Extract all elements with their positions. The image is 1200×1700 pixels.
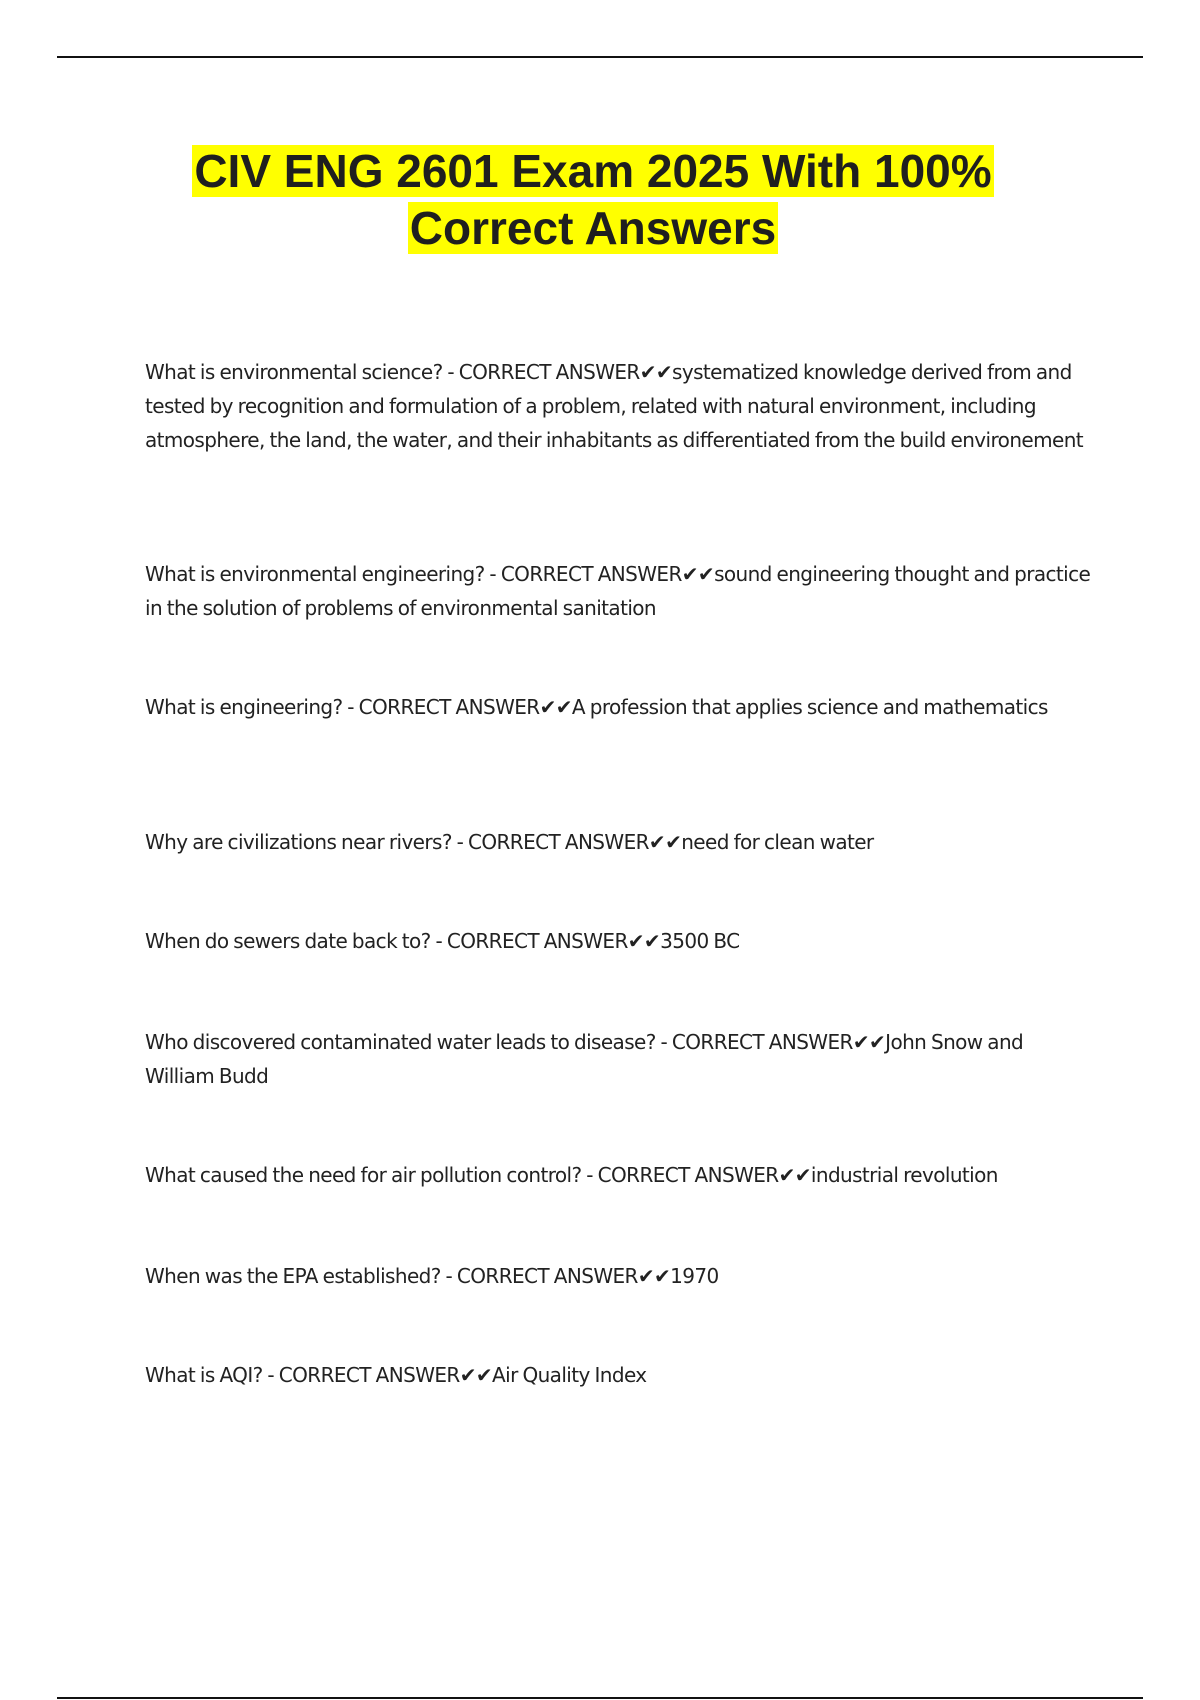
question-text: What is engineering? (145, 695, 343, 719)
answer-text: John Snow and William Budd (145, 1030, 1024, 1088)
answer-marker: CORRECT ANSWER✔✔ (458, 360, 673, 384)
top-rule (57, 56, 1143, 58)
answer-marker: CORRECT ANSWER✔✔ (671, 1030, 886, 1054)
qa-item (145, 1259, 1095, 1293)
title-line-1: CIV ENG 2601 Exam 2025 With 100% (194, 145, 992, 197)
separator: - (262, 1363, 279, 1387)
separator: - (430, 929, 447, 953)
separator: - (440, 1264, 457, 1288)
bottom-rule (57, 1697, 1143, 1699)
separator: - (342, 695, 359, 719)
answer-text: 1970 (670, 1264, 719, 1288)
answer-marker: CORRECT ANSWER✔✔ (278, 1363, 493, 1387)
question-text: When do sewers date back to? (145, 929, 431, 953)
separator: - (451, 830, 468, 854)
qa-item (145, 355, 1095, 457)
answer-marker: CORRECT ANSWER✔✔ (358, 695, 572, 719)
question-text: What is environmental science? (145, 360, 443, 384)
qa-item (145, 825, 1095, 859)
qa-item (145, 924, 1095, 958)
answer-text: Air Quality Index (492, 1363, 647, 1387)
question-text: What caused the need for air pollution control? (145, 1163, 582, 1187)
answer-marker: CORRECT ANSWER✔✔ (467, 830, 682, 854)
answer-text: 3500 BC (660, 929, 740, 953)
answer-marker: CORRECT ANSWER✔✔ (500, 562, 715, 586)
separator: - (655, 1030, 672, 1054)
separator: - (581, 1163, 598, 1187)
separator: - (442, 360, 459, 384)
document-title (0, 143, 1186, 257)
answer-marker: CORRECT ANSWER✔✔ (597, 1163, 811, 1187)
question-text: What is AQI? (145, 1363, 263, 1387)
answer-text: industrial revolution (810, 1163, 998, 1187)
separator: - (484, 562, 501, 586)
qa-item (145, 1025, 1095, 1093)
answer-marker: CORRECT ANSWER✔✔ (446, 929, 661, 953)
answer-text: sound engineering thought and practice in the solution of problems of environmental sanitation (145, 562, 1091, 620)
question-text: When was the EPA established? (145, 1264, 441, 1288)
qa-item (145, 1158, 1095, 1192)
answer-text: systematized knowledge derived from and tested by recognition and formulation of a problem, related with natural environment, including atmosphere, the land, the water, and their inhabitants as differentiated from the build environement (145, 360, 1084, 452)
qa-item (145, 690, 1095, 724)
question-text: What is environmental engineering? (145, 562, 485, 586)
qa-item (145, 1358, 1095, 1392)
title-line-2: Correct Answers (409, 202, 777, 254)
question-text: Why are civilizations near rivers? (145, 830, 452, 854)
question-text: Who discovered contaminated water leads to disease? (145, 1030, 656, 1054)
answer-text: need for clean water (681, 830, 874, 854)
qa-item (145, 557, 1095, 625)
answer-text: A profession that applies science and mathematics (571, 695, 1048, 719)
answer-marker: CORRECT ANSWER✔✔ (456, 1264, 671, 1288)
